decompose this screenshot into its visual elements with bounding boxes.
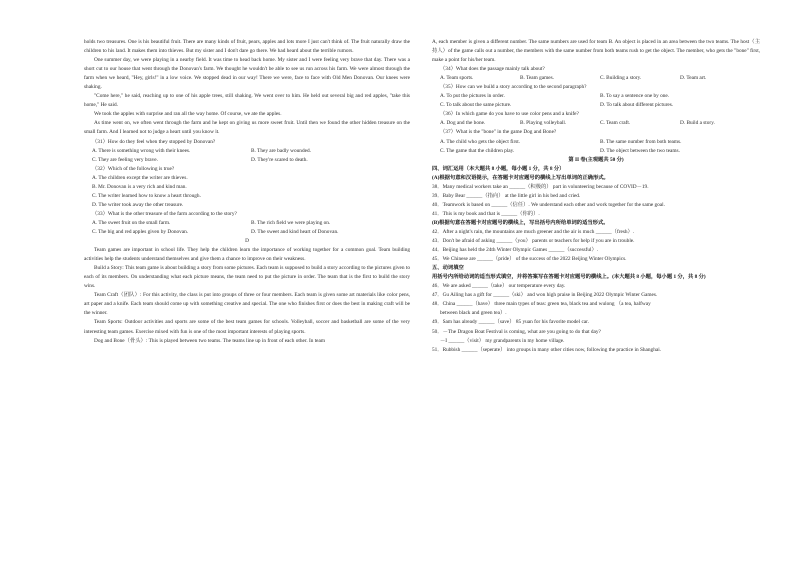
question-36-option-d: D. Build a story. [680, 120, 715, 127]
verb-item-46: 46．We are asked ______（take） our temperature every day. [432, 283, 566, 290]
question-32-option-d: D. The writer took away the other treasure. [92, 201, 184, 208]
vocab-item-43: 43．Don't be afraid of asking ______（you） parents or teachers for help if you are in trouble. [432, 238, 635, 245]
right-column [432, 38, 760, 355]
question-37-option-b: B. The same number from both teams. [600, 138, 682, 145]
question-36-stem: （36）In which game do you have to use color pens and a knife? [440, 111, 579, 118]
passage-c-para-2: One summer day, we were playing in a nearby field. It was time to head back home. My sister and I were feeling very brave that day. There was a short cut to our house that went through the Donovan's farm. We thought he wouldn't be able to see us run across his farm. We were almost through the farm when we heard, "Hey, girls!" in a low voice. We stopped dead in our way! There we were, face to face with Old Men Donovan. Our knees were shaking. [84, 57, 410, 91]
question-36-option-c: C. Team craft. [600, 120, 631, 127]
question-32-option-c: C. The writer learned how to know a heart through. [92, 192, 201, 199]
section-d-title: D [245, 238, 249, 245]
question-35-options-cd [432, 101, 760, 110]
question-35-option-a: A. To put the pictures in order. [440, 93, 505, 100]
question-33-option-c: C. The big and red apples given by Donovan. [92, 228, 189, 235]
passage-c-para-3: "Come here," he said, reaching up to one of his apple trees, still shaking. We went over to him. He held out several big and red apples, "take this home," He said. [84, 93, 410, 109]
question-33-options-ab [84, 219, 410, 228]
question-37-options-cd [432, 147, 760, 156]
question-31-option-a: A. There is something wrong with their knees. [92, 147, 191, 154]
passage-d-para-2: Build a Story: This team game is about building a story from some pictures. Each team is supposed to build a story according to the pictures given to each of its members. On understanding what each picture means, the team need to put the picture in order. The team that is the first to build the story wins. [84, 265, 410, 290]
question-34-stem: （34）What does the passage mainly talk about? [440, 66, 545, 73]
vocab-item-41: 41．This is my book and that is ______（你的）. [432, 210, 540, 217]
question-34-option-b: B. Team games. [520, 75, 554, 82]
verb-item-51: 51．Rubbish ______（seperate） into groups in many other cities now, following the practice in Shanghai. [432, 346, 661, 353]
vocab-item-40: 40．Teamwork is based on ______（信任）. We understand each other and work together for the same goal. [432, 201, 665, 208]
vocab-item-45: 45．We Chinese are ______（pride） of the success of the 2022 Beijing Winter Olympics. [432, 256, 627, 263]
question-36-option-b: B. Playing volleyball. [520, 120, 567, 127]
question-35-stem: （35）How can we build a story according to the second paragraph? [440, 84, 587, 91]
question-37-option-a: A. The child who gets the object first. [440, 138, 521, 145]
question-34-option-a: A. Team sports. [440, 75, 474, 82]
question-33-options-cd [84, 228, 410, 237]
question-37-option-d: D. The object between the two teams. [600, 147, 680, 154]
vocab-item-38: 38．Many medical workers take an ______（积极的） part in volunteering because of COVID－19. [432, 183, 649, 190]
question-33-stem: （33）What is the other treasure of the farm according to the story? [92, 210, 237, 217]
passage-d-para-3: Team Craft（团队）: For this activity, the class is put into groups of three or four members. Each team is given some art materials like color pens, art paper and a knife. Each team should come up with something creative and special. The one who finishes first or does the best in making craft will be the winner. [84, 292, 410, 317]
question-36-option-a: A. Dog and the bone. [440, 120, 486, 127]
passage-d-continued: A, each member is given a different number. The same numbers are used for team B. An object is placed in an area between the two teams. The host（主持人）of the game calls out a number, the members with the same number from both teams rush to get the object. The member, who gets the "bone" first, make a point for his/her team. [432, 39, 760, 64]
section-4a-instruction: (A)根据句意和汉语提示，在答题卡对应题号的横线上写出单词的正确形式。 [432, 174, 609, 181]
question-31-stem: （31）How do they feel when they stopped by Donovan? [92, 138, 216, 145]
section-5-instruction: 用括号内所给动词的适当形式填空，并将答案写在答题卡对应题号的横线上。(本大题共 8 小题，每小题 1 分，共 8 分) [432, 274, 706, 281]
verb-item-48-line-2: between black and green tea）. [440, 310, 507, 317]
question-31-options-cd [84, 156, 410, 165]
question-31-option-c: C. They are feeling very brave. [92, 156, 158, 163]
passage-d-para-4: Team Sports: Outdoor activities and sports are some of the best team games for schools. Volleyball, soccer and basketball are some of the very interesting team games. Exercise mixed with fun is one of the most important interests of playing sports. [84, 319, 410, 335]
question-34-options [432, 74, 760, 83]
question-37-stem: （37）What is the "bone" in the game Dog and Bone? [440, 129, 557, 136]
part-2-title: 第 II 卷(主观题共 50 分) [568, 156, 624, 163]
vocab-item-42: 42．After a night's rain, the mountains are much greener and the air is much ______（fresh）. [432, 228, 635, 235]
question-34-option-c: C. Building a story. [600, 75, 642, 82]
left-column [84, 38, 410, 346]
question-32-stem: （32）Which of the following is true? [92, 165, 175, 172]
vocab-item-44: 44．Beijing has held the 24th Winter Olympic Games ______（successful）. [432, 247, 599, 254]
question-33-option-a: A. The sweet fruit on the small farm. [92, 219, 171, 226]
passage-c-para-1: holds two treasures. One is his beautiful fruit. There are many kinds of fruit, pears, apples and lots more I just can't think of. The fruit naturally draw the children to his land. It makes them into thieves. But my sister and I don't dare go there. We had heard about the terrible rumors. [84, 39, 410, 55]
question-33-option-d: D. The sweet and kind heart of Donovan. [251, 228, 339, 235]
question-35-option-b: B. To say a sentence one by one. [600, 93, 670, 100]
question-31-option-b: B. They are badly wounded. [251, 147, 311, 154]
section-5-title: 五、动词填空 [432, 265, 464, 272]
passage-d-para-1: Team games are important in school life. They help the children learn the importance of working together for a common goal. Team building activities help the students understand themselves and give them a chance to improve on their weakness. [84, 247, 410, 263]
question-37-options-ab [432, 138, 760, 147]
section-4b-instruction: (B)根据句意在答题卡对应题号的横线上，写出括号内所给单词的适当形式。 [432, 219, 609, 226]
passage-d-para-5: Dog and Bone（骨头）: This is played between two teams. The teams line up in front of each other. In team [94, 337, 325, 344]
verb-item-49: 49．Sam has already ______（save） 85 yuan for his favorite model car. [432, 319, 589, 326]
question-35-options-ab [432, 92, 760, 101]
question-31-options-ab [84, 147, 410, 156]
vocab-item-39: 39．Baby Bear ______（指向） at the little girl in his bed and cried. [432, 192, 581, 199]
question-32-option-b: B. Mr. Donovan is a very rich and kind man. [92, 183, 187, 190]
question-34-option-d: D. Team art. [680, 75, 707, 82]
question-35-option-c: C. To talk about the same picture. [440, 102, 512, 109]
question-32-option-a: A. The children except the writer are thieves. [92, 174, 188, 181]
verb-item-50-line-1: 50．－The Dragon Boat Festival is coming, what are you going to do that day? [432, 328, 601, 335]
passage-c-para-4: We took the apples with surprise and ran all the way home. Of course, we ate the apples. [94, 111, 282, 118]
passage-c-para-5: As time went on, we often went through the farm and he kept on giving us more sweet fruit. Until then we found the other hidden treasure on the small farm. And I learned not to judge a heart until you know it. [84, 120, 410, 136]
section-4-title: 四、词汇运用（本大题共 8 小题，每小题 1 分，共 8 分） [432, 165, 565, 172]
question-33-option-b: B. The rich field we were playing on. [251, 219, 331, 226]
verb-item-50-line-2: －I ______（visit） my grandparents in my home village. [440, 337, 565, 344]
question-31-option-d: D. They're scared to death. [251, 156, 308, 163]
question-36-options [432, 119, 760, 128]
question-35-option-d: D. To talk about different pictures. [600, 102, 674, 109]
question-37-option-c: C. The game that the children play. [440, 147, 515, 154]
verb-item-47: 47．Gu Ailing has a gift for ______（ski） and won high praise in Beijing 2022 Olympic Winter Games. [432, 292, 658, 299]
verb-item-48-line-1: 48．China ______（have） three main types of teas: green tea, black tea and wulong （a tea, halfway [432, 301, 651, 308]
